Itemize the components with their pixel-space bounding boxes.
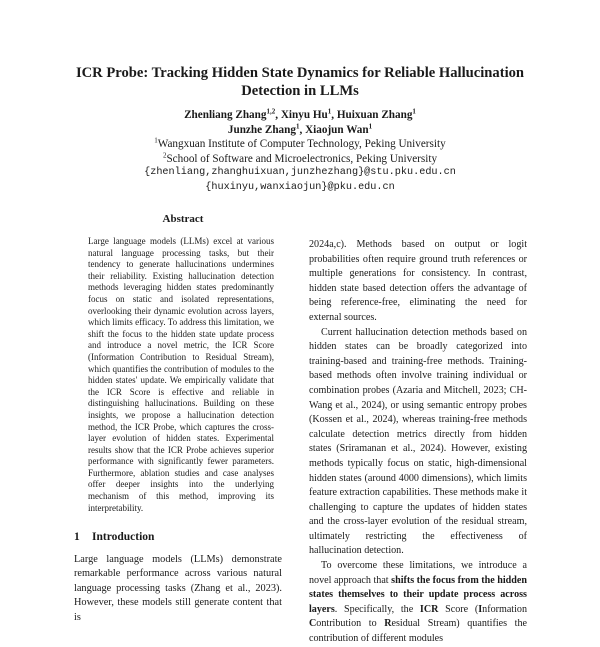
- section-heading: [74, 531, 284, 543]
- text-run: ontribution to: [316, 618, 385, 630]
- section-title: Introduction: [92, 531, 155, 543]
- emphasis-text: C: [309, 618, 317, 630]
- paper-title: ICR Probe: Tracking Hidden State Dynamics for Reliable Hallucination Detection in LLMs: [75, 65, 525, 99]
- affiliation-text: Wangxuan Institute of Computer Technology, Peking University: [157, 138, 446, 150]
- text-run: nformation: [482, 603, 528, 615]
- affiliation-sup: 2: [162, 150, 167, 159]
- author-sup: 1,2: [266, 107, 276, 116]
- author-sup: 1: [368, 121, 373, 130]
- affiliation-sup: 1: [154, 136, 158, 145]
- author-name: Xiaojun Wan: [305, 123, 369, 136]
- author-block: [60, 108, 540, 195]
- paragraph: [309, 559, 527, 647]
- author-name: Xinyu Hu: [280, 109, 328, 121]
- abstract-text: Large language models (LLMs) excel at various natural language processing tasks, but their tendency to generate hallucinations undermines their reliability. Existing hallucination detection methods leveraging hidden states predominantly focus on static and isolated representations, overlooking their dynamic evolution across layers, which limits efficacy. To address this limitation, we shift the focus to the hidden state update process and introduce a novel metric, the ICR Score (Information Contribution to Residual Stream), which quantifies the contribution of modules to the hidden states' update. We empirically validate that the ICR Score is effective and reliable in distinguishing hallucinations. Building on these insights, we propose a hallucination detection method, the ICR Probe, which captures the cross-layer evolution of hidden states. Experimental results show that the ICR Probe achieves superior performance with significantly fewer parameters. Furthermore, ablation studies and case analyses offer deeper insights into the underlying mechanism of this method, improving its interpretability.: [88, 236, 274, 513]
- author-name: Junzhe Zhang: [227, 123, 296, 136]
- author-sup: 1: [327, 107, 332, 116]
- author-name: Zhenliang Zhang: [184, 109, 267, 121]
- paragraph: 2024a,c). Methods based on output or logit probabilities often require ground truth references or multiple generations for consistency. In contrast, hidden state based detection offers the advantage of being reference-free, eliminating the need for external sources.: [309, 239, 527, 323]
- emphasis-text: shifts the focus from the hidden states themselves to their update process across layers: [309, 574, 528, 615]
- paragraph: Current hallucination detection methods based on hidden states can be broadly categorized into training-based and training-free methods. Training-based methods often involve training individual or combination probes (Azaria and Mitchell, 2023; CH-Wang et al., 2024), or using semantic entropy probes (Kossen et al., 2024), whereas training-free methods calculate detection metrics directly from hidden states (Sriramanan et al., 2024). However, existing methods typically focus on static, high-dimensional hidden states (around 4000 dimensions), which limits feature extraction capabilities. These methods make it challenging to capture the updates of hidden states and the cross-layer evolution of the residual stream, ultimately restricting the effectiveness of hallucination detection.: [309, 326, 527, 557]
- author-names-line-2: Junzhe Zhang$^1$, Xiaojun Wan$^1$: [227, 121, 373, 136]
- affiliation-text: School of Software and Microelectronics, Peking University: [166, 152, 438, 165]
- email-line[interactable]: {zhenliang,zhanghuixuan,junzhezhang}@stu.pku.edu.cn: [144, 167, 456, 178]
- text-run: To overcome these limitations, we introduce a novel approach that: [309, 560, 527, 586]
- right-column: [309, 238, 527, 647]
- emphasis-text: ICR: [419, 603, 439, 615]
- emphasis-text: I: [478, 603, 483, 615]
- author-names-line-1: Zhenliang Zhang$^{1,2}$, Xinyu Hu$^1$, Huixuan Zhang$^1$: [184, 107, 416, 121]
- author-name: Huixuan Zhang: [336, 109, 413, 121]
- emphasis-text: R: [384, 618, 392, 630]
- author-sup: 1: [412, 107, 416, 116]
- text-run: esidual Stream) quantifies the contribution of different modules: [309, 618, 527, 645]
- affiliation: [60, 137, 540, 152]
- email-line[interactable]: {huxinyu,wanxiaojun}@pku.edu.cn: [205, 181, 395, 193]
- text-run: . Specifically, the: [334, 603, 420, 615]
- abstract-heading: Abstract: [162, 213, 204, 225]
- text-run: Score (: [438, 603, 479, 615]
- author-sup: 1: [295, 121, 300, 130]
- section-number: 1: [74, 531, 80, 543]
- introduction-text: Large language models (LLMs) demonstrate remarkable performance across various natural language processing tasks (Zhang et al., 2023). However, these models still generate content that is: [74, 554, 282, 623]
- affiliation: [60, 152, 540, 167]
